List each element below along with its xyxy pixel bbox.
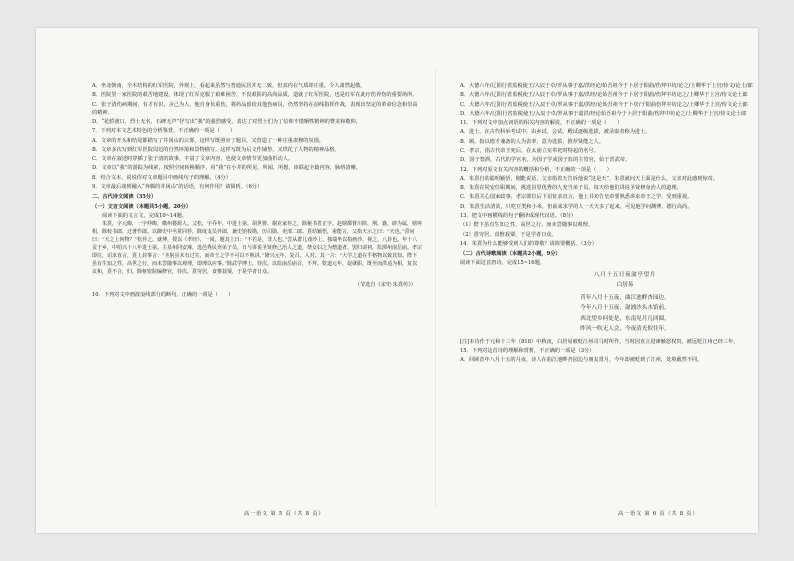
left-page	[92, 82, 422, 300]
page-footer-left: 高一语文 第 5 页（共 8 页）	[244, 511, 325, 517]
left-line: C．文章在叙述时穿插了张子清的故事，丰富了文章内容，也使文章情节更加曲折动人。	[92, 156, 294, 163]
option: B．朱熹在同安任职期间，挑选县里优秀的人充当弟子员，每天给他们讲说圣贤修身治人的道理。	[460, 185, 682, 192]
left-line: D．文章以“我”的游踪为线索，按照空间转换顺序，用“我”在小井的所见、所闻、所想，串联起全篇内容，脉络清晰。	[92, 165, 361, 172]
question-stem: 12．下列对原文有关内容的概括和分析，不正确的一项是（ ）	[460, 166, 612, 173]
left-line: A．坐北朝南，全木结构的红军医院，外观上，看起来虽然与普通民居并无二致，但其内在气质却庄重，令人肃然起敬。	[92, 83, 366, 89]
translation-item: （2）熹穷居，食惟菽粟，于是学者日众。	[460, 231, 557, 238]
question-stem: 9．文章最后谈到融入“奔腾的井冈山”的话语，有何作用？请简析。（6分）	[92, 183, 263, 190]
option: C．孝宗，指古代帝王死后，在太庙立室奉祀时特起的名号。	[460, 147, 599, 154]
question-stem: 8．结合文本，说说你对文章题目中画线句子的理解。（4分）	[92, 174, 231, 181]
question-stem: 10．下列对文中画波浪线部分的断句，正确的一项是（ ）	[92, 291, 234, 298]
page-footer-right: 高一语文 第 6 页（共 8 页）	[618, 511, 699, 517]
right-page	[460, 82, 790, 365]
option: B．大德六年/辽阳行省监税使王/入辰于卓/罗从事于嘉/洪经/论始吾祖今于卜居于阳曲/伤拜中坊论之/上卿华于上宫/侍文论士郎	[460, 92, 748, 99]
option: C．朱熹关心国家政事，孝宗即位后下诏征求直言，他上书劝告皇帝要熟悉讲求帝王之学，受到重视。	[460, 194, 693, 201]
question-stem: 14．朱熹为什么能够受到人们的尊敬？请简要概括。（3分）	[460, 240, 597, 247]
option: A．朱熹自幼聪明颖悟，刚能说话，父亲指着天告诉他说“这是天”，朱熹就问天上面是什么，父亲对此感到惊奇。	[460, 175, 719, 182]
question-stem: 7．下列对本文艺术特色的分析鉴赏，不正确的一项是（ ）	[92, 128, 236, 135]
question-stem: 15．下列对这首诗的理解和赏析，不正确的一项是（3分）	[460, 347, 595, 354]
option: D．国子祭酒，古代的学官名，为国子学或国子监的主管官，始于晋武帝。	[460, 157, 631, 164]
poem-line: 今年八月十五夜，湓浦沙头水馆前。	[580, 305, 670, 312]
reading-instruction: 阅读下面这首唐诗，完成15~16题。	[460, 259, 545, 266]
question-stem: 11．下列对文中加点词语的相关内容的解说，不正确的一项是（ ）	[460, 120, 623, 127]
option: C．大德六年/辽阳行省监税使王/入辰于卓/罗从事于嘉/洪经/论始吾祖今于卜居/于阳曲伤拜中坊论之/上卿华于上宫/侍文论士郎	[460, 101, 748, 108]
left-line: B．文章多次写到红军医院周边的自然环境和景物描写，这样写既为后文作铺垫，又烘托了人物的精神品格。	[92, 146, 340, 153]
poem-line: 昨风一吹无人会，今夜清光似往年。	[580, 326, 670, 333]
classical-passage: 朱熹，字元晦，一字仲晦，徽州婺源人。父松，字乔年，中进士第。胡世将、谢克家荐之，除秘书省正字。赵鼎都督川陕、荆、襄，辟为属，鼎再相，除校书郎，迁著作郎。以御史中丞常同荐，除度支员外郎，兼史馆校勘，历司勋、吏部二郎。熹幼颖悟，甫能言，父指天示之曰：“天也。”熹问曰：“天之上何物？”松异之。就傅，授以《孝经》，一阅，题其上曰：“不若是，非人也。”尝从群儿戏沙上，独端坐以指画沙，视之，八卦也。年十八贡于乡，中绍兴十八年进士第。主泉州同安簿，选邑秀民充弟子员，日与讲说圣贤修己治人之道，禁女妇之为僧道者。罢归请祠，监潭州南岳庙。孝宗即位，诏求直言，熹上封事言：“圣躬虽未有过失，而帝王之学不可以不熟讲。”隆兴元年，复召。入对，其一言：“大学之道在乎格物以致其知。陛下虽有生知之性，高世之行，而未尝随事以观理，即理以应事。”除武学博士，待次。以监南岳庙召，不拜。乾道元年，促就职，既至而洪适为相，复以议和，熹不合，归。除枢密院编修官，待次。熹穷居，食惟菽粟，于是学者日众。	[92, 221, 423, 275]
option: A．大德六年/辽阳行省监税使王/入辰于卓/罗从事于嘉/洪经论/始吾祖今于卜居于阳曲/伤拜中坊/论之/士卿华于上宫/侍文/论士/郎	[460, 83, 753, 89]
option: A．回顾昔年八月十五的月夜，诗人在曲江池畔杏园边与朋友赏月，今年却被贬到了江州，处境截然不同。	[460, 357, 703, 364]
poem-author: 白居易	[616, 282, 634, 289]
left-line: B．医院里一家医院的艰苦地建设，体现了红军克服了艰难困苦、不畏艰险的高尚品质，造就了红军医院，也是红军在此疗伤养伤的重要场所。	[92, 92, 418, 99]
option: D．大德六年/辽阳行省监税使王/入辰于卓/罗从事于嘉洪/经论始吾祖今于卜居于阳曲/伤拜中坊论之/上卿华于上宫/侍文论士郎	[460, 110, 747, 117]
subsection-title: （一）文言文阅读（本题共5小题，20分）	[92, 204, 192, 211]
section-title: 二、古代诗文阅读（35分）	[92, 194, 157, 200]
left-line: D．“花轿渡口，烈士无名，石碑无声”抒写出“我”的强烈感受，表达了对烈士们为了信仰不惜牺牲精神的赞美和敬仰。	[92, 118, 361, 125]
page-fold-divider	[435, 68, 436, 508]
left-line: A．文章的开头和结尾都描写了井冈山的云雾，这样写既照应了题目，又营造了一种庄重肃穆的氛围。	[92, 137, 324, 144]
reading-instruction: 阅读下面的文言文，完成10~14题。	[102, 213, 187, 220]
poem-line: 西北望乡何处是，东南见月几回圆。	[580, 315, 670, 322]
option: B．顾，指以德才兼备的人为表率，意为选拔、推荐贤能之人。	[460, 138, 604, 145]
question-stem: 13．把文中画横线的句子翻译成现代汉语。（8分）	[460, 212, 577, 219]
option: D．朱熹生活清贫，只吃豆类和小米，但前来求学的人一天天多了起来，可见他学问渊博、德行高尚。	[460, 203, 693, 210]
exam-sheet	[36, 28, 758, 533]
poem-line: 昔年八月十五夜，曲江池畔杏园边。	[580, 294, 670, 301]
poem-title: 八月十五日夜湓亭望月	[594, 272, 656, 279]
poem	[460, 270, 790, 334]
left-line: C．张子清伤病期间，有才有识，舍己为人，他自身负重伤，将药品留给其他伤病员，仍然坚持在前线指挥作战，表现出坚定的革命信念和崇高的精神。	[92, 101, 418, 116]
poem-note: [注]本诗作于元和十三年（818）中秋夜，白居易被贬江州司马时所作。当时因直言进谏触怒权贵，被远贬江州已经三年。	[460, 338, 739, 345]
section-title: （二）古代诗歌阅读（本题共2小题，9分）	[460, 250, 561, 257]
passage-source: （节选自《宋史·朱熹传》）	[354, 281, 416, 288]
translation-item: （1）陛下虽有生知之性，高世之行，而未尝随事以观理。	[460, 222, 593, 229]
option: A．进士，在古代科举考试中，由乡试、会试、殿试逐级选拔，被录取者称为进士。	[460, 129, 651, 136]
